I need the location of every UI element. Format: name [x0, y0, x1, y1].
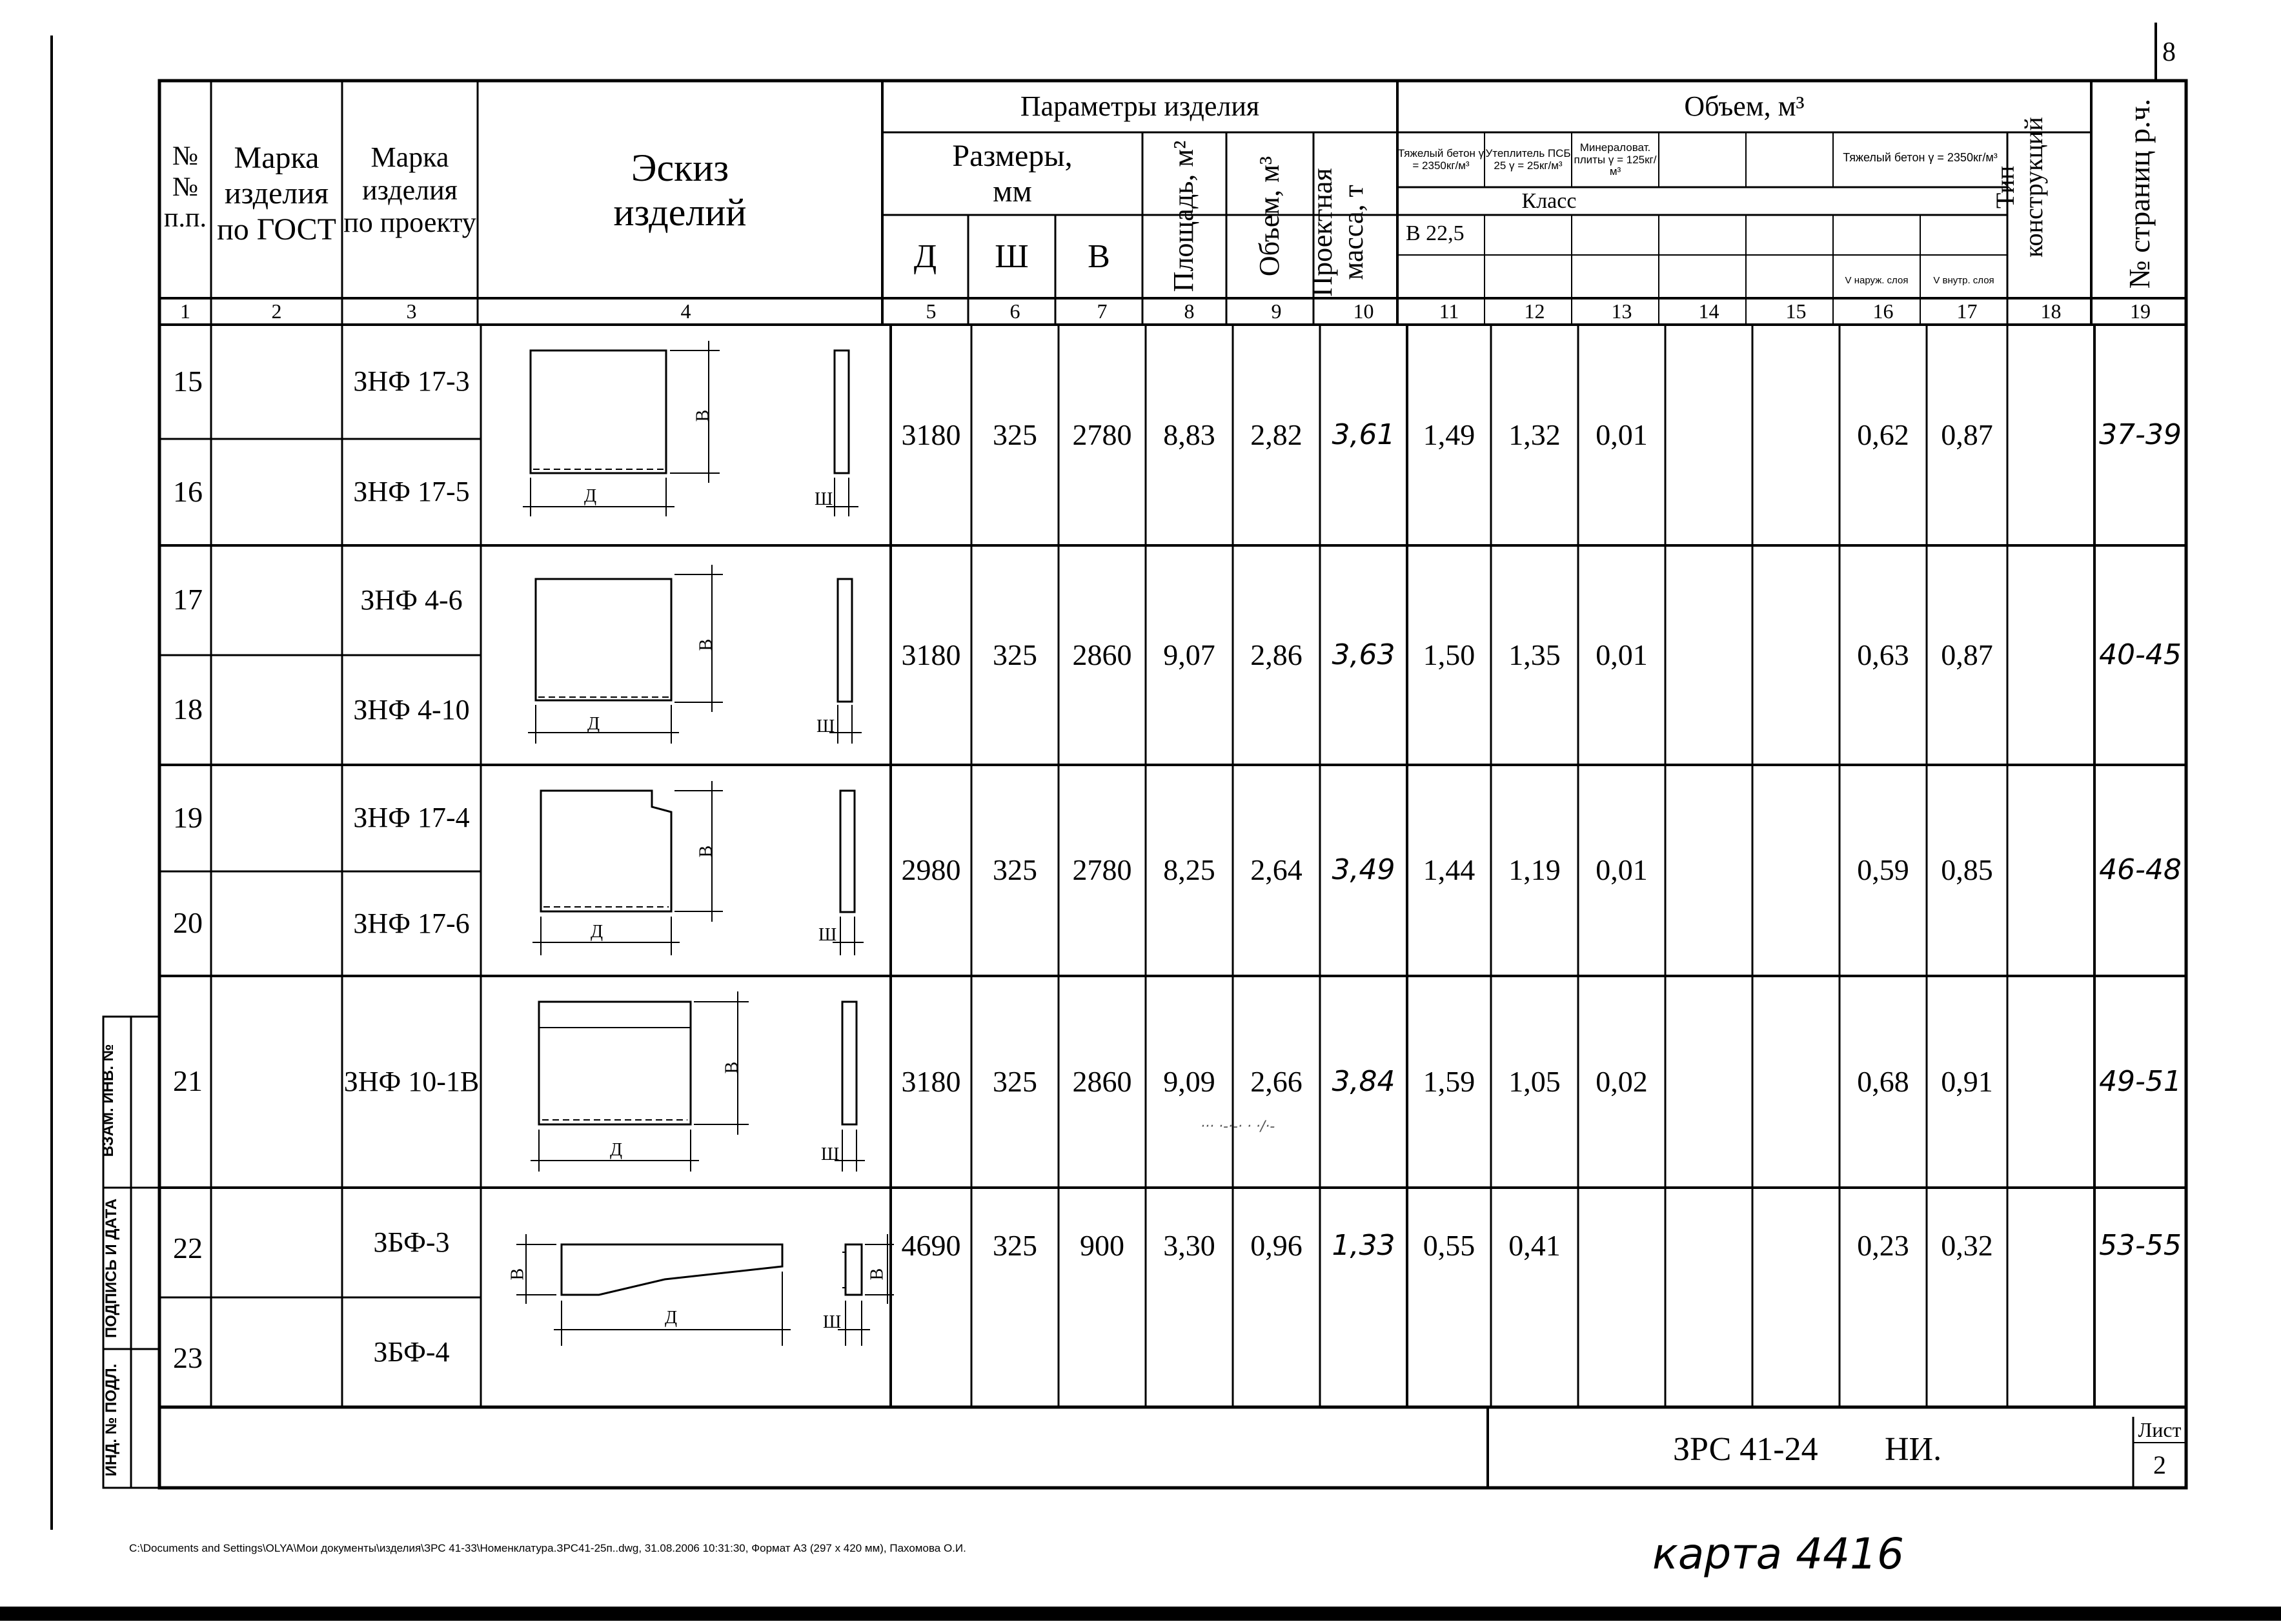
column-number: 4	[680, 299, 691, 323]
column-number: 7	[1097, 299, 1108, 323]
cell-pages: 40-45	[2099, 638, 2182, 671]
row-number: 20	[173, 906, 203, 939]
column-number: 3	[406, 299, 417, 323]
cell-vol: 2,66	[1250, 1064, 1303, 1098]
sheet-number: 2	[2153, 1450, 2166, 1479]
cell-c13: 0,01	[1596, 418, 1648, 451]
cell-d: 2980	[901, 853, 961, 887]
row-number: 18	[173, 693, 203, 726]
column-number: 15	[1785, 299, 1807, 323]
header-b225: В 22,5	[1406, 221, 1465, 245]
cell-sh: 325	[993, 418, 1037, 451]
sketch-dimension-label: Д	[587, 714, 600, 734]
header-sketch: Эскиз изделий	[613, 147, 747, 234]
row-mark: ЗНФ 17-5	[353, 476, 470, 508]
column-number: 11	[1439, 299, 1459, 323]
row-mark: ЗНФ 17-4	[353, 802, 470, 834]
row-number: 19	[173, 800, 203, 834]
stamp-podpis-data: ПОДПИСЬ И ДАТА	[103, 1198, 120, 1339]
cell-v: 900	[1080, 1228, 1124, 1262]
cell-c11: 1,49	[1423, 418, 1475, 451]
cell-c12: 1,05	[1508, 1064, 1561, 1098]
header-dim-d: Д	[913, 238, 937, 275]
sketch-dimension-label: Ш	[823, 1312, 842, 1332]
sketch-dimension-label: Д	[665, 1308, 678, 1328]
column-number: 10	[1353, 299, 1374, 323]
sketch-dimension-label: Ш	[815, 489, 833, 509]
column-number: 13	[1611, 299, 1632, 323]
cell-pages: 49-51	[2099, 1064, 2182, 1098]
cell-sh: 325	[993, 1228, 1037, 1262]
header-num: №№ п.п.	[164, 141, 207, 234]
header-type: Тип конструкций	[1991, 117, 2048, 258]
footer-file-path: C:\Documents and Settings\OLYA\Мои документы\изделия\ЗРС 41-33\Номенклатура.ЗРС41-25п..dwg, 31.08.2006 10:31:30, Формат А3 (297 x 420 мм), Пахомова О.И.	[129, 1542, 966, 1554]
header-pages: № страниц р.ч.	[2123, 98, 2156, 289]
sketch-dimension-label: Ш	[821, 1144, 840, 1164]
document-suffix: НИ.	[1885, 1431, 1942, 1468]
cell-c12: 1,19	[1508, 853, 1561, 887]
cell-vol: 2,86	[1250, 638, 1303, 671]
cell-v: 2780	[1072, 853, 1132, 887]
pencil-marks: ··· ·-·-· · ·/·-	[1201, 1119, 1275, 1135]
cell-c17: 0,87	[1941, 638, 1993, 671]
sketch-dimension-label: Ш	[816, 716, 835, 736]
header-dim-v: В	[1088, 238, 1110, 275]
row-number: 17	[173, 583, 203, 616]
column-number: 6	[1009, 299, 1020, 323]
cell-mass: 3,63	[1332, 638, 1395, 671]
row-number: 23	[173, 1341, 203, 1374]
cell-c13: 0,01	[1596, 853, 1648, 887]
cell-c11: 1,59	[1423, 1064, 1475, 1098]
cell-c16: 0,68	[1857, 1064, 1909, 1098]
sketch-dimension-label: Д	[610, 1140, 623, 1160]
cell-d: 4690	[901, 1228, 961, 1262]
header-mass: Проектная масса, т	[1306, 168, 1370, 297]
cell-sh: 325	[993, 1064, 1037, 1098]
cell-d: 3180	[901, 1064, 961, 1098]
column-number: 14	[1698, 299, 1719, 323]
cell-c11: 1,44	[1423, 853, 1475, 887]
sketch-dimension-label: В	[722, 1061, 742, 1074]
cell-mass: 3,84	[1332, 1064, 1395, 1098]
cell-mass: 3,49	[1332, 853, 1395, 887]
header-klass: Класс	[1521, 188, 1577, 213]
cell-mass: 3,61	[1332, 418, 1395, 451]
sketch-dimension-label: Д	[591, 922, 603, 942]
cell-c17: 0,85	[1941, 853, 1993, 887]
sketch-dimension-label: Д	[584, 486, 597, 506]
cell-v: 2860	[1072, 638, 1132, 671]
header-insulation: Утеплитель ПСБ 25 γ = 25кг/м³	[1485, 147, 1571, 172]
column-number: 19	[2130, 299, 2151, 323]
cell-vol: 2,82	[1250, 418, 1303, 451]
cell-sh: 325	[993, 853, 1037, 887]
stamp-inv-podl: ИНД. № ПОДЛ.	[103, 1363, 120, 1477]
cell-c12: 1,32	[1508, 418, 1561, 451]
row-mark: ЗНФ 17-6	[353, 907, 470, 939]
cell-pages: 46-48	[2099, 853, 2182, 887]
cell-v: 2780	[1072, 418, 1132, 451]
sketch-panel-znf4-6	[528, 565, 862, 744]
header-dim-sh: Ш	[995, 238, 1029, 275]
cell-area: 8,25	[1163, 853, 1215, 887]
cell-c17: 0,91	[1941, 1064, 1993, 1098]
column-number: 9	[1271, 299, 1282, 323]
row-number: 16	[173, 474, 203, 508]
sketches	[516, 341, 894, 1346]
cell-vol: 2,64	[1250, 853, 1303, 887]
cell-area: 3,30	[1163, 1228, 1215, 1262]
cell-c11: 0,55	[1423, 1228, 1475, 1262]
sketch-dimension-label: Ш	[818, 925, 837, 945]
header-heavy-concrete: Тяжелый бетон γ = 2350кг/м³	[1397, 147, 1485, 172]
row-mark: ЗБФ-4	[373, 1335, 450, 1368]
header-sizes: Размеры, мм	[952, 138, 1073, 208]
header-area: Площадь, м²	[1168, 140, 1199, 292]
row-number: 22	[173, 1232, 203, 1264]
sheet-corner-number: 8	[2162, 37, 2176, 67]
cell-v: 2860	[1072, 1064, 1132, 1098]
column-number: 16	[1872, 299, 1894, 323]
header-volume: Объем, м³	[1253, 156, 1285, 277]
column-number: 18	[2040, 299, 2062, 323]
cell-c16: 0,62	[1857, 418, 1909, 451]
cell-c17: 0,32	[1941, 1228, 1993, 1262]
sketch-dimension-label: В	[867, 1268, 887, 1281]
header-mark-gost: Марка изделия по ГОСТ	[217, 141, 336, 247]
sketch-panel-znf17-3	[523, 341, 858, 516]
cell-vol: 0,96	[1250, 1228, 1303, 1262]
row-mark: ЗНФ 4-10	[353, 693, 470, 726]
cell-mass: 1,33	[1332, 1228, 1395, 1262]
cell-sh: 325	[993, 638, 1037, 671]
sketch-panel-znf10-1v	[531, 991, 865, 1172]
column-number: 12	[1524, 299, 1545, 323]
sketch-dimension-label: В	[507, 1268, 528, 1281]
sheet-label: Лист	[2138, 1417, 2182, 1441]
header-v-outer: V наруж. слоя	[1845, 275, 1909, 287]
row-mark: ЗНФ 10-1В	[343, 1065, 480, 1097]
cell-c11: 1,50	[1423, 638, 1475, 671]
sketch-panel-znf17-4	[532, 781, 864, 955]
cell-c16: 0,59	[1857, 853, 1909, 887]
document-code: ЗРС 41-24	[1673, 1431, 1818, 1468]
header-mark-project: Марка изделия по проекту	[343, 141, 476, 239]
cell-c16: 0,23	[1857, 1228, 1909, 1262]
cell-c16: 0,63	[1857, 638, 1909, 671]
handwritten-note: карта 4416	[1652, 1529, 1905, 1579]
cell-pages: 53-55	[2099, 1228, 2182, 1262]
column-number: 17	[1956, 299, 1978, 323]
row-number: 21	[173, 1064, 203, 1097]
row-mark: ЗНФ 4-6	[360, 584, 463, 616]
header-v-inner: V внутр. слоя	[1933, 275, 1994, 287]
column-number: 1	[180, 299, 190, 323]
column-number: 8	[1184, 299, 1195, 323]
cell-pages: 37-39	[2099, 418, 2182, 451]
header-heavy-concrete-2: Тяжелый бетон γ = 2350кг/м³	[1843, 151, 1998, 165]
cell-area: 9,07	[1163, 638, 1215, 671]
sketch-dimension-label: В	[693, 409, 713, 422]
cell-area: 8,83	[1163, 418, 1215, 451]
cell-c17: 0,87	[1941, 418, 1993, 451]
stamp-vzam-inv: ВЗАМ. ИНВ. №	[99, 1044, 117, 1157]
cell-c13: 0,01	[1596, 638, 1648, 671]
cell-c12: 1,35	[1508, 638, 1561, 671]
sketch-dimension-label: В	[696, 638, 716, 651]
column-number: 2	[271, 299, 282, 323]
sketch-dimension-label: В	[696, 845, 716, 858]
header-volume-title: Объем, м³	[1684, 90, 1805, 122]
cell-area: 9,09	[1163, 1064, 1215, 1098]
header-mineral: Минераловат. плиты γ = 125кг/м³	[1574, 141, 1657, 178]
cell-c12: 0,41	[1508, 1228, 1561, 1262]
column-number: 5	[926, 299, 937, 323]
row-number: 15	[173, 364, 203, 398]
cell-c13	[1578, 1136, 1665, 1355]
cell-d: 3180	[901, 638, 961, 671]
row-mark: ЗБФ-3	[373, 1226, 450, 1258]
row-mark: ЗНФ 17-3	[353, 365, 470, 398]
cell-d: 3180	[901, 418, 961, 451]
header-params-title: Параметры изделия	[1020, 90, 1260, 122]
cell-c13: 0,02	[1596, 1064, 1648, 1098]
